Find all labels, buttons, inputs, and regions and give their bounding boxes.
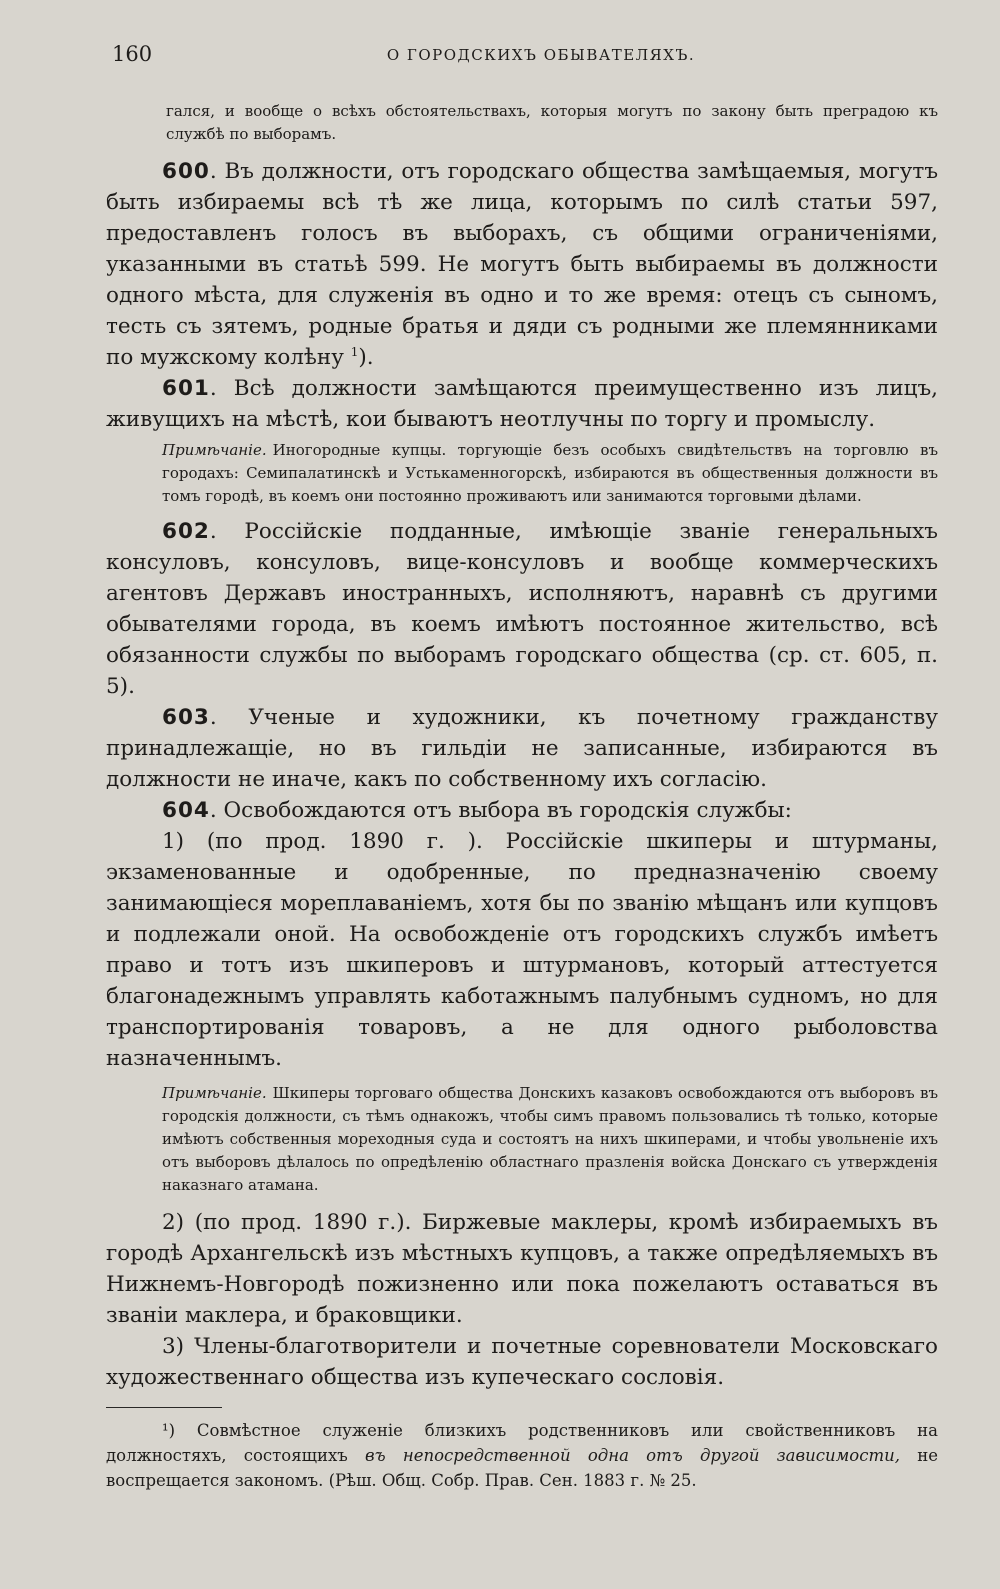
note-601 xyxy=(106,439,938,508)
running-title: О ГОРОДСКИХЪ ОБЫВАТЕЛЯХЪ. xyxy=(386,46,696,64)
article-601 xyxy=(106,373,938,435)
article-text: . Всѣ должности замѣщаются преимущественно изъ лицъ, живущихъ на мѣстѣ, кои бываютъ неотлучны по торгу и промыслу. xyxy=(106,376,938,432)
article-600 xyxy=(106,156,938,373)
footnote-text-a: Совмѣстное служеніе близкихъ родственниковъ или свойственниковъ на должностяхъ, состоящихъ xyxy=(106,1421,938,1465)
footnote xyxy=(106,1418,938,1493)
page-number: 160 xyxy=(112,42,153,66)
item-3: 3) Члены-благотворители и почетные соревнователи Московскаго художественнаго общества изъ купеческаго сословія. xyxy=(106,1334,938,1390)
note-text: Шкиперы торговаго общества Донскихъ казаковъ освобождаются отъ выборовъ въ городскія должности, съ тѣмъ однакожъ, чтобы симъ правомъ пользовались тѣ только, которые имѣютъ собственныя мореходныя суда и состоятъ на нихъ шкиперами, и чтобы увольненіе ихъ отъ выборовъ дѣлалось по опредѣленію областнаго празленія войска Донскаго съ утвержденія наказнаго атамана. xyxy=(162,1084,938,1194)
article-602 xyxy=(106,516,938,702)
article-number: 603 xyxy=(162,705,210,730)
article-number: 601 xyxy=(162,376,210,401)
footnote-text-italic: въ непосредственной одна отъ другой зависимости, xyxy=(365,1446,900,1465)
note-text: Иногородные купцы. торгующіе безъ особыхъ свидѣтельствъ на торговлю въ городахъ: Семипалатинскѣ и Устькаменногорскѣ, избираются въ общественныя должности въ томъ городѣ, въ коемъ они постоянно проживаютъ или занимаются торговыми дѣлами. xyxy=(162,441,938,505)
article-number: 604 xyxy=(162,798,210,823)
article-number: 602 xyxy=(162,519,210,544)
note-lead: Примѣчаніе. xyxy=(162,1084,267,1102)
article-text: . Въ должности, отъ городскаго общества замѣщаемыя, могутъ быть избираемы всѣ тѣ же лица, которымъ по силѣ статьи 597, предоставленъ голосъ въ выборахъ, съ общими ограниченіями, указанными въ статьѣ 599. Не могутъ быть выбираемы въ должности одного мѣста, для служенія въ одно и то же время: отецъ съ сыномъ, тесть съ зятемъ, родные братья и дяди съ родными же племянниками по мужскому колѣну xyxy=(106,159,938,370)
footnote-text-b: не воспрещается закономъ. (Рѣш. Общ. Собр. Прав. Сен. 1883 г. № 25. xyxy=(106,1446,938,1490)
item-1: 1) (по прод. 1890 г. ). Россійскіе шкиперы и штурманы, экзаменованные и одобренные, по предназначенію своему занимающіеся мореплаваніемъ, хотя бы по званію мѣщанъ или купцовъ и подлежали оной. На освобожденіе отъ городскихъ службъ имѣетъ право и тотъ изъ шкиперовъ и штурмановъ, который аттестуется благонадежнымъ управлять каботажнымъ палубнымъ судномъ, но для транспортированія товаровъ, а не для одного рыболовства назначеннымъ. xyxy=(106,829,938,1071)
article-604 xyxy=(106,795,938,826)
intro-paragraph: гался, и вообще о всѣхъ обстоятельствахъ, которыя могутъ по закону быть преградою къ службѣ по выборамъ. xyxy=(166,102,938,143)
page-content xyxy=(106,100,938,1493)
article-tail: ). xyxy=(358,345,374,370)
article-text: . Освобождаются отъ выбора въ городскія службы: xyxy=(209,798,792,823)
page-header xyxy=(112,42,930,72)
article-text: . Россійскіе подданные, имѣющіе званіе генеральныхъ консуловъ, консуловъ, вице-консуловъ и вообще коммерческихъ агентовъ Державъ иностранныхъ, исполняютъ, наравнѣ съ другими обывателями города, въ коемъ имѣютъ постоянное жительство, всѣ обязанности службы по выборамъ городскаго общества (ср. ст. 605, п. 5). xyxy=(106,519,938,699)
item-2: 2) (по прод. 1890 г.). Биржевые маклеры, кромѣ избираемыхъ въ городѣ Архангельскѣ изъ мѣстныхъ купцовъ, а также опредѣляемыхъ въ Нижнемъ-Новгородѣ пожизненно или пока пожелаютъ оставаться въ званіи маклера, и браковщики. xyxy=(106,1210,938,1328)
note-lead: Примѣчаніе. xyxy=(162,441,267,459)
note-604 xyxy=(106,1082,938,1197)
article-text: . Ученые и художники, къ почетному гражданству принадлежащіе, но въ гильдіи не записанные, избираются въ должности не иначе, какъ по собственному ихъ согласію. xyxy=(106,705,938,792)
footnote-ref: 1 xyxy=(350,344,359,359)
article-603 xyxy=(106,702,938,795)
footnote-mark: ¹) xyxy=(162,1421,176,1440)
article-number: 600 xyxy=(162,159,210,184)
footnote-divider xyxy=(106,1407,222,1408)
